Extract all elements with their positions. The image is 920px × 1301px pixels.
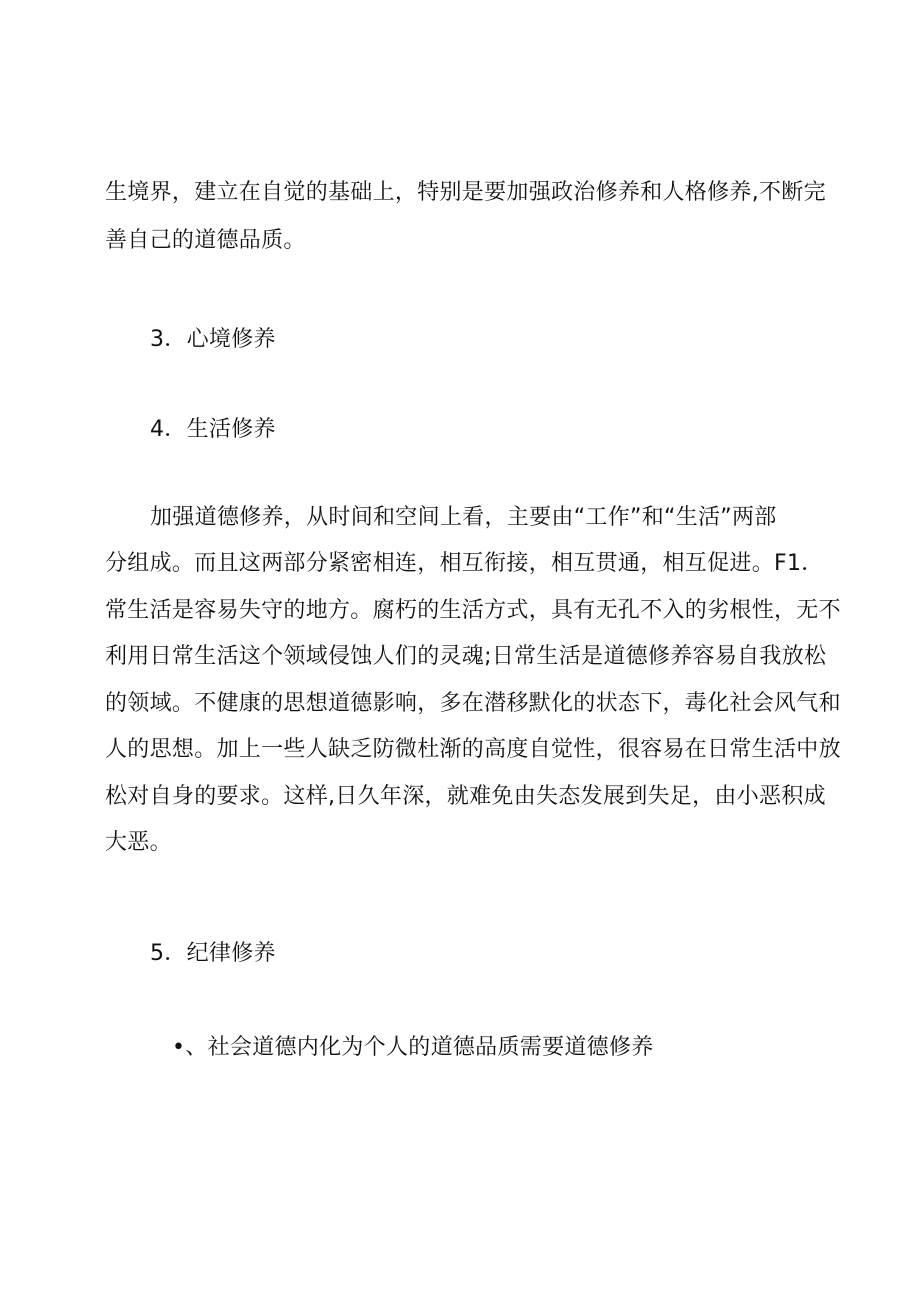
paragraph-line: 大恶。	[105, 830, 172, 855]
paragraph-line: 常生活是容易失守的地方。腐朽的生活方式，具有无孔不入的劣根性，无不	[105, 598, 841, 623]
paragraph-line: 善自己的道德品质。	[105, 228, 306, 253]
section-heading: •、社会道德内化为个人的道德品质需要道德修养	[172, 1035, 654, 1060]
paragraph-line: 人的思想。加上一些人缺乏防微杜渐的高度自觉性，很容易在日常生活中放	[105, 737, 841, 762]
paragraph-line: 分组成。而且这两部分紧密相连，相互衔接，相互贯通，相互促进。F1．	[105, 551, 824, 576]
paragraph-line: 利用日常生活这个领域侵蚀人们的灵魂;日常生活是道德修养容易自我放松	[105, 644, 827, 669]
subheading-4: 4．生活修养	[150, 417, 276, 442]
paragraph-line: 松对自身的要求。这样,日久年深，就难免由失态发展到失足，由小恶积成	[105, 784, 826, 809]
paragraph-line: 生境界，建立在自觉的基础上，特别是要加强政治修养和人格修养,不断完	[105, 180, 826, 205]
paragraph-line: 的领域。不健康的思想道德影响，多在潜移默化的状态下，毒化社会风气和	[105, 691, 841, 716]
subheading-3: 3．心境修养	[150, 327, 276, 352]
paragraph-line: 加强道德修养，从时间和空间上看，主要由“工作”和“生活”两部	[150, 505, 777, 530]
subheading-5: 5．纪律修养	[150, 941, 276, 966]
